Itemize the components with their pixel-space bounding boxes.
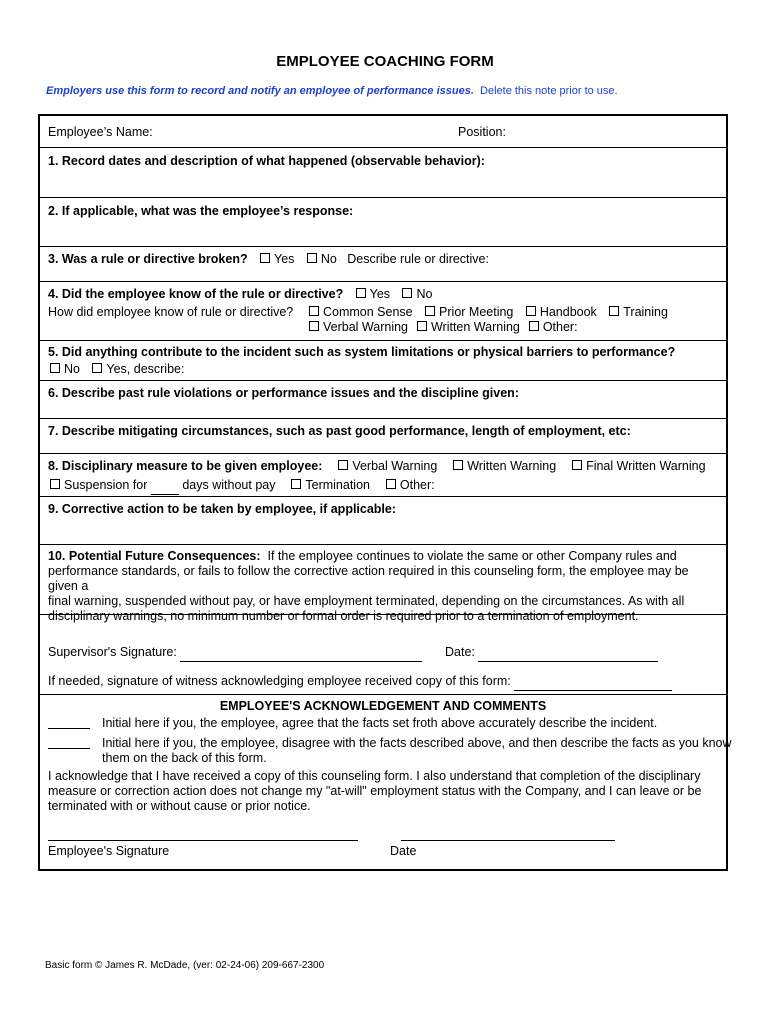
supervisor-signature-row — [48, 645, 422, 662]
supervisor-date-label: Date: — [445, 645, 475, 659]
checkbox-written-warning[interactable] — [417, 321, 427, 331]
option-handbook: Handbook — [539, 305, 597, 319]
contrib-yes-label: Yes, describe: — [106, 362, 185, 376]
checkbox-other-knowledge[interactable] — [529, 321, 539, 331]
section-10-line-4: disciplinary warnings, no minimum number or formal order is required prior to a termination of employment. — [48, 609, 639, 623]
acknowledgement-section — [40, 695, 732, 869]
section-4-rule-knowledge — [40, 282, 726, 341]
checkbox-verbal-warning[interactable] — [309, 321, 319, 331]
section-9-corrective-action[interactable] — [40, 497, 726, 545]
acknowledgement-heading: EMPLOYEE'S ACKNOWLEDGEMENT AND COMMENTS — [219, 699, 547, 713]
suspension-days-blank[interactable] — [151, 480, 179, 495]
suspension-post-label: days without pay — [182, 478, 276, 492]
section-7-mitigating-circumstances[interactable] — [40, 419, 726, 454]
measure-verbal-warning: Verbal Warning — [352, 459, 438, 473]
checkbox-contrib-yes[interactable] — [92, 363, 102, 373]
knew-rule-no-label: No — [416, 287, 433, 301]
checkbox-termination[interactable] — [291, 479, 301, 489]
initial-agree-line[interactable] — [48, 715, 90, 729]
checkbox-contrib-no[interactable] — [50, 363, 60, 373]
employee-signature-line[interactable] — [48, 840, 358, 841]
supervisor-date-row — [445, 645, 658, 662]
section-10-line-1: If the employee continues to violate the same or other Company rules and — [267, 549, 677, 563]
option-other: Other: — [542, 320, 578, 334]
section-2-question: 2. If applicable, what was the employee’s response: — [48, 204, 354, 218]
employee-date-label: Date — [390, 844, 417, 858]
section-5-question: 5. Did anything contribute to the incident such as system limitations or physical barriers to performance? — [48, 345, 676, 359]
initial-disagree-text-2: them on the back of this form. — [102, 751, 267, 765]
section-9-question: 9. Corrective action to be taken by employee, if applicable: — [48, 502, 397, 516]
supervisor-signature-line[interactable] — [180, 647, 422, 662]
option-prior-meeting: Prior Meeting — [439, 305, 514, 319]
section-3-line — [48, 252, 489, 266]
termination-label: Termination — [305, 478, 370, 492]
section-5-options — [48, 362, 184, 376]
employee-signature-label: Employee's Signature — [48, 844, 170, 858]
usage-note-plain: Delete this note prior to use. — [480, 85, 618, 97]
supervisor-date-line[interactable] — [478, 647, 658, 662]
section-6-past-violations[interactable] — [40, 381, 726, 419]
section-10-line-2: performance standards, or fails to follow the corrective action required in this counseling form, the employee may be given a — [48, 564, 689, 593]
suspension-pre-label: Suspension for — [64, 478, 148, 492]
contrib-no-label: No — [64, 362, 80, 376]
section-10-heading: 10. Potential Future Consequences: — [48, 549, 261, 563]
rule-broken-no-label: No — [320, 252, 337, 266]
checkbox-handbook[interactable] — [526, 306, 536, 316]
supervisor-signature-label: Supervisor's Signature: — [48, 645, 177, 659]
coaching-form — [38, 114, 732, 871]
acknowledgement-line-1: I acknowledge that I have received a copy of this counseling form. I also understand that completion of the disciplinary — [48, 769, 701, 783]
acknowledgement-paragraph — [48, 769, 720, 814]
checkbox-measure-written-warning[interactable] — [453, 460, 463, 470]
section-5-contributing-factors — [40, 341, 726, 381]
section-8-disciplinary-measure — [40, 454, 726, 497]
option-training: Training — [623, 305, 668, 319]
form-title: EMPLOYEE COACHING FORM — [276, 53, 494, 70]
checkbox-knew-rule-yes[interactable] — [356, 288, 366, 298]
employee-date-line[interactable] — [401, 840, 615, 841]
section-10-text — [48, 549, 720, 624]
checkbox-measure-other[interactable] — [386, 479, 396, 489]
option-written-warning: Written Warning — [430, 320, 520, 334]
initial-agree-text: Initial here if you, the employee, agree that the facts set froth above accurately describe the incident. — [102, 716, 658, 730]
footer-copyright: Basic form © James R. McDade, (ver: 02-24-06) 209-667-2300 — [45, 960, 325, 971]
usage-note-emphasis: Employers use this form to record and notify an employee of performance issues. — [46, 85, 474, 97]
checkbox-suspension[interactable] — [50, 479, 60, 489]
how-knew-label: How did employee know of rule or directive? — [48, 305, 294, 319]
usage-note — [46, 85, 618, 97]
employee-name-label[interactable]: Employee’s Name: — [48, 125, 153, 139]
section-10-future-consequences — [40, 545, 726, 623]
section-7-question: 7. Describe mitigating circumstances, such as past good performance, length of employment, etc: — [48, 424, 631, 438]
section-6-question: 6. Describe past rule violations or performance issues and the discipline given: — [48, 386, 519, 400]
section-4-options-row-2 — [307, 320, 578, 334]
knew-rule-yes-label: Yes — [369, 287, 391, 301]
checkbox-measure-final-written-warning[interactable] — [572, 460, 582, 470]
employee-info-section — [40, 116, 726, 148]
describe-rule-label[interactable]: Describe rule or directive: — [347, 252, 489, 266]
section-2-employee-response[interactable] — [40, 198, 726, 247]
section-4-question: 4. Did the employee know of the rule or directive? — [48, 287, 344, 301]
checkbox-rule-broken-yes[interactable] — [260, 253, 270, 263]
checkbox-rule-broken-no[interactable] — [307, 253, 317, 263]
measure-written-warning: Written Warning — [467, 459, 557, 473]
section-4-options-row-1 — [307, 305, 668, 319]
checkbox-knew-rule-no[interactable] — [402, 288, 412, 298]
section-1-observable-behavior[interactable] — [40, 148, 726, 198]
section-3-rule-broken — [40, 247, 726, 282]
section-4-line-1 — [48, 287, 432, 301]
position-label[interactable]: Position: — [458, 125, 506, 139]
section-8-question: 8. Disciplinary measure to be given employee: — [48, 459, 323, 473]
section-3-question: 3. Was a rule or directive broken? — [48, 252, 248, 266]
witness-signature-label: If needed, signature of witness acknowledging employee received copy of this form: — [48, 674, 511, 688]
checkbox-prior-meeting[interactable] — [425, 306, 435, 316]
measure-final-written-warning: Final Written Warning — [586, 459, 706, 473]
initial-disagree-line[interactable] — [48, 735, 90, 749]
option-common-sense: Common Sense — [323, 305, 413, 319]
witness-signature-row — [48, 674, 672, 691]
initial-disagree-text-1: Initial here if you, the employee, disagree with the facts described above, and then describe the facts as you know — [102, 736, 732, 750]
section-8-line-2 — [48, 478, 435, 495]
acknowledgement-line-3: terminated with or without cause or prior notice. — [48, 799, 311, 813]
checkbox-measure-verbal-warning[interactable] — [338, 460, 348, 470]
rule-broken-yes-label: Yes — [274, 252, 295, 266]
acknowledgement-line-2: measure or correction action does not change my "at-will" employment status with the Company, and I can leave or be — [48, 784, 702, 798]
signature-section — [40, 615, 726, 695]
checkbox-training[interactable] — [609, 306, 619, 316]
checkbox-common-sense[interactable] — [309, 306, 319, 316]
witness-signature-line[interactable] — [514, 676, 672, 691]
section-1-question: 1. Record dates and description of what happened (observable behavior): — [48, 154, 485, 168]
option-verbal-warning: Verbal Warning — [323, 320, 408, 334]
measure-other-label: Other: — [399, 478, 435, 492]
section-8-line-1 — [48, 459, 706, 473]
section-10-line-3: final warning, suspended without pay, or have employment terminated, depending on the circumstances. As with all — [48, 594, 685, 608]
